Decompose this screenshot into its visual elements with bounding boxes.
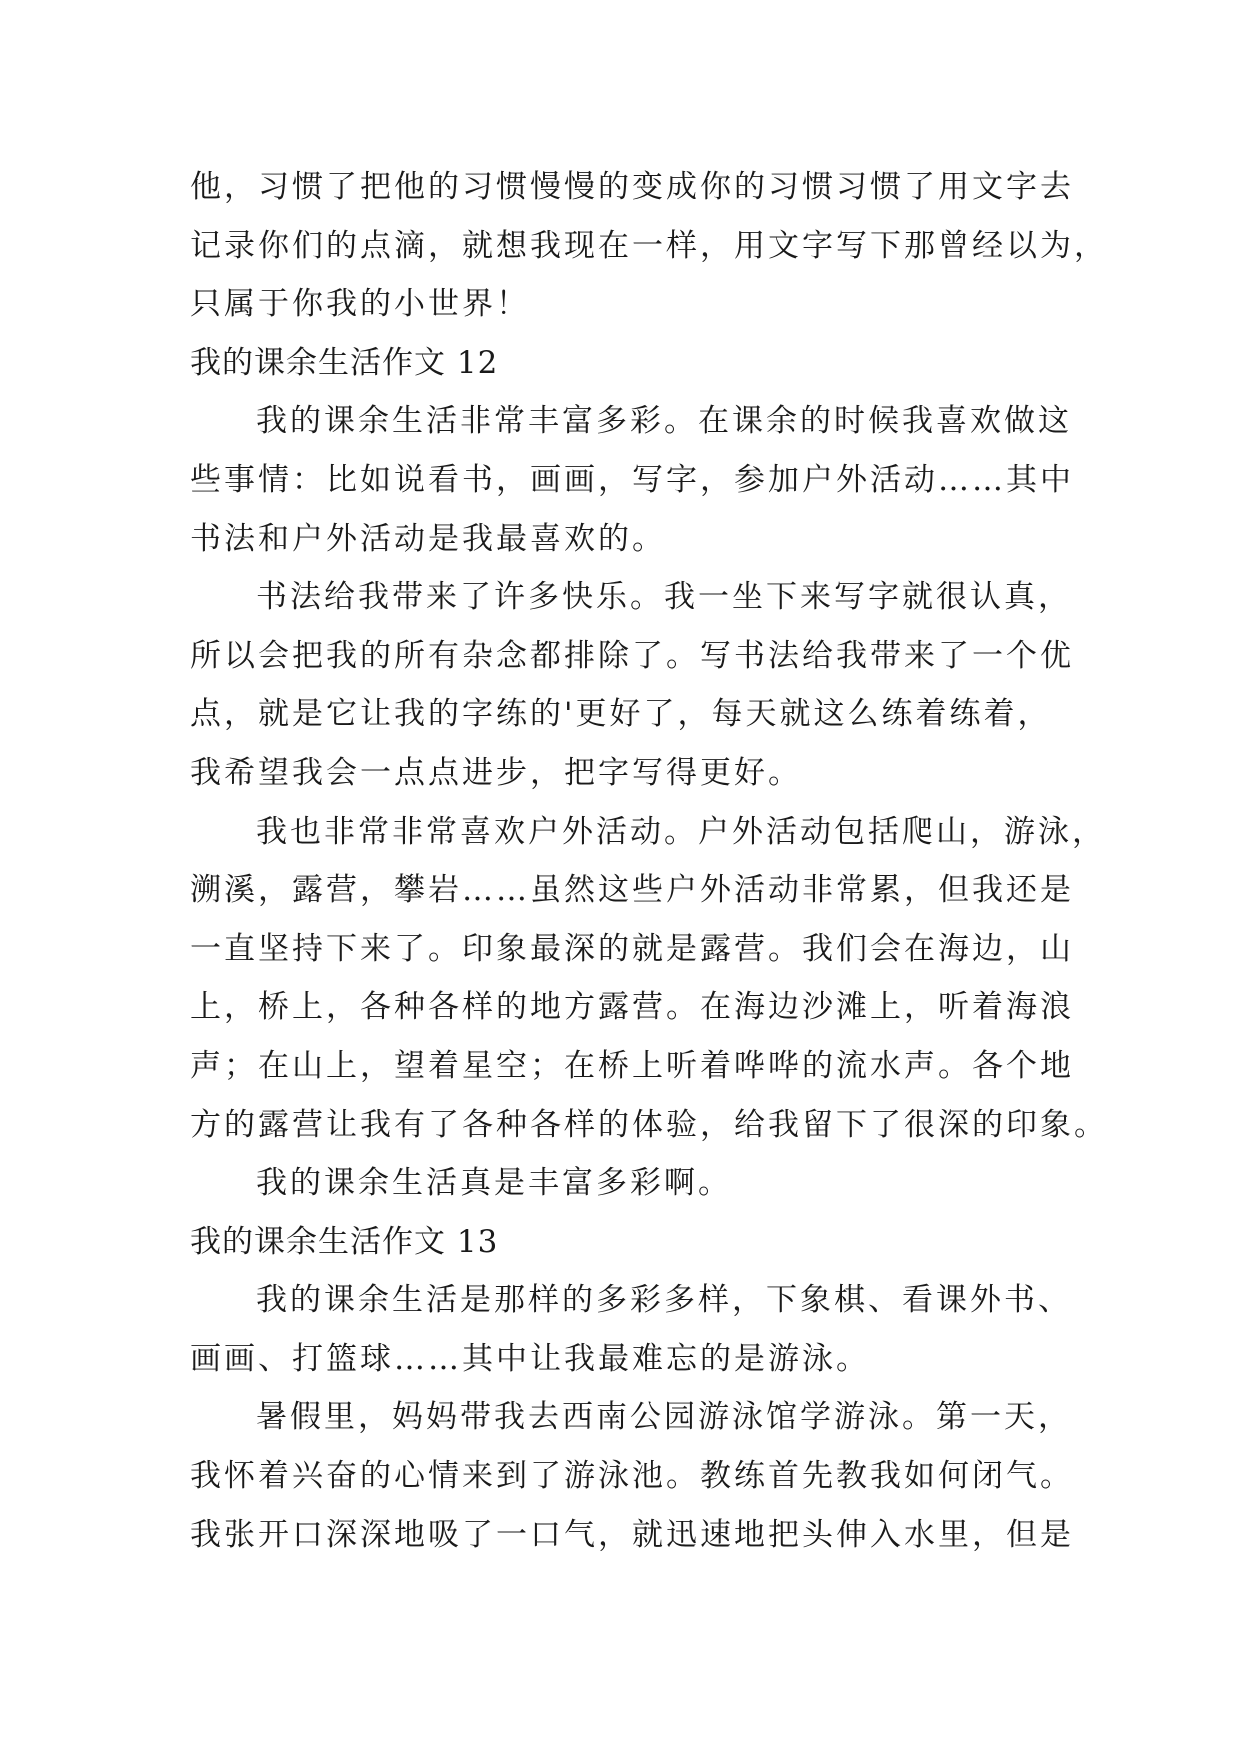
text-line: 记录你们的点滴，就想我现在一样，用文字写下那曾经以为， [190, 227, 1108, 264]
paragraph-first-line: 我的课余生活非常丰富多彩。在课余的时候我喜欢做这 [256, 403, 1072, 440]
text-line: 一直坚持下来了。印象最深的就是露营。我们会在海边，山 [190, 930, 1074, 967]
text-line: 书法和户外活动是我最喜欢的。 [190, 520, 666, 557]
text-line: 我怀着兴奋的心情来到了游泳池。教练首先教我如何闭气。 [190, 1458, 1074, 1495]
text-line: 点，就是它让我的字练的'更好了，每天就这么练着练着， [190, 696, 1052, 733]
text-line: 方的露营让我有了各种各样的体验，给我留下了很深的印象。 [190, 1106, 1108, 1143]
section-heading: 我的课余生活作文 12 [190, 344, 499, 381]
text-line: 声；在山上，望着星空；在桥上听着哗哗的流水声。各个地 [190, 1047, 1074, 1084]
text-line: 上，桥上，各种各样的地方露营。在海边沙滩上，听着海浪 [190, 989, 1074, 1026]
text-line: 他，习惯了把他的习惯慢慢的变成你的习惯习惯了用文字去 [190, 169, 1074, 205]
text-line: 画画、打篮球……其中让我最难忘的是游泳。 [190, 1340, 870, 1377]
text-line: 些事情：比如说看书，画画，写字，参加户外活动……其中 [190, 461, 1074, 498]
section-heading: 我的课余生活作文 13 [190, 1223, 499, 1260]
text-line: 溯溪，露营，攀岩……虽然这些户外活动非常累，但我还是 [190, 872, 1074, 909]
paragraph-first-line: 暑假里，妈妈带我去西南公园游泳馆学游泳。第一天， [256, 1399, 1072, 1436]
text-line: 所以会把我的所有杂念都排除了。写书法给我带来了一个优 [190, 637, 1074, 674]
paragraph-first-line: 我的课余生活是那样的多彩多样，下象棋、看课外书、 [256, 1282, 1072, 1319]
text-line: 我张开口深深地吸了一口气，就迅速地把头伸入水里，但是 [190, 1516, 1074, 1553]
text-line: 我希望我会一点点进步，把字写得更好。 [190, 754, 802, 791]
document-body [190, 158, 1108, 1564]
paragraph-first-line: 书法给我带来了许多快乐。我一坐下来写字就很认真， [256, 579, 1072, 616]
text-line: 只属于你我的小世界！ [190, 286, 530, 323]
paragraph-first-line: 我也非常非常喜欢户外活动。户外活动包括爬山，游泳， [256, 813, 1106, 850]
paragraph-first-line: 我的课余生活真是丰富多彩啊。 [256, 1165, 732, 1202]
